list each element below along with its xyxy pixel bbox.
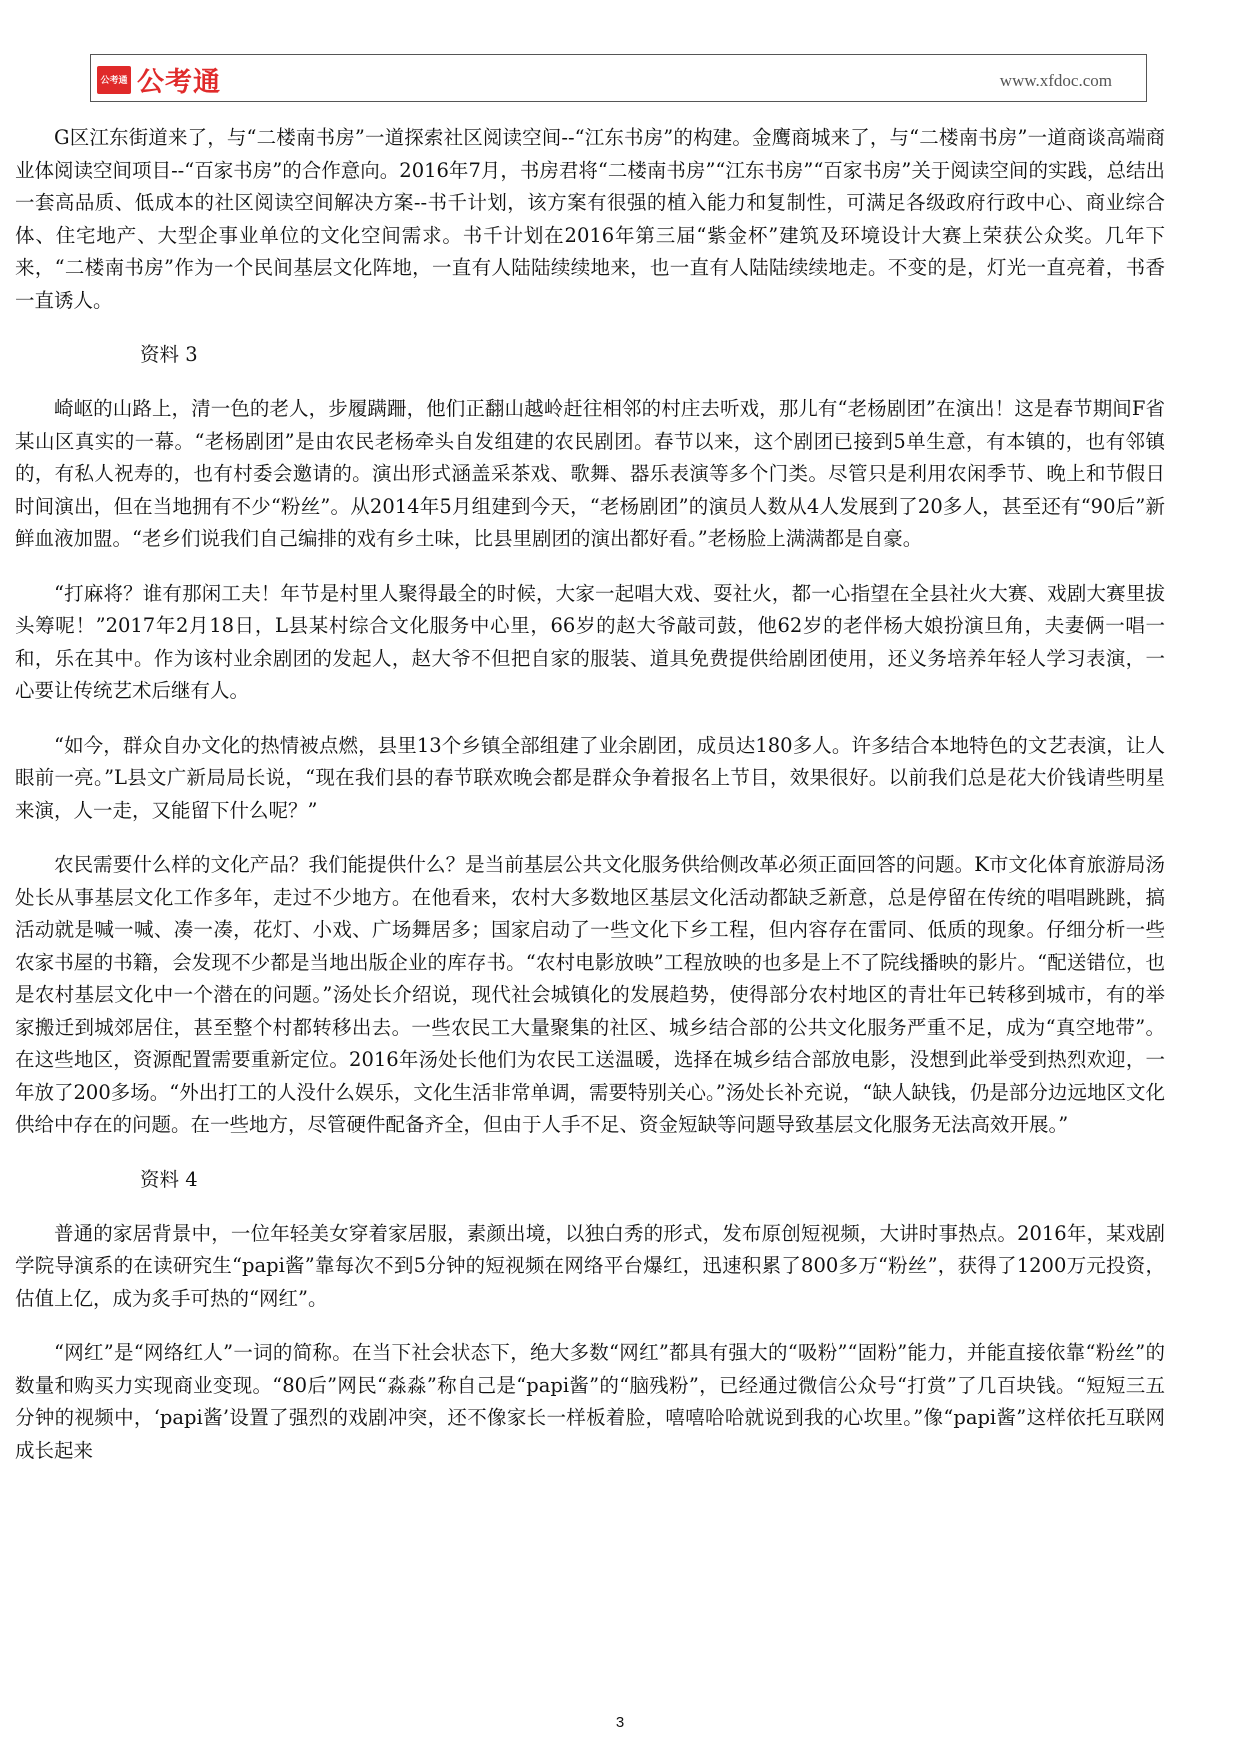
logo-text: 公考通 bbox=[137, 67, 221, 98]
paragraph: “网红”是“网络红人”一词的简称。在当下社会状态下，绝大多数“网红”都具有强大的“吸粉”“固粉”能力，并能直接依靠“粉丝”的数量和购买力实现商业变现。“80后”网民“淼淼”称自己是“papi酱”的“脑残粉”，已经通过微信公众号“打赏”了几百块钱。“短短三五分钟的视频中，‘papi酱’设置了强烈的戏剧冲突，还不像家长一样板着脸，嘻嘻哈哈就说到我的心坎里。”像“papi酱”这样依托互联网成长起来 bbox=[15, 1341, 1165, 1462]
paragraph: 农民需要什么样的文化产品？我们能提供什么？是当前基层公共文化服务供给侧改革必须正面回答的问题。K市文化体育旅游局汤处长从事基层文化工作多年，走过不少地方。在他看来，农村大多数地区基层文化活动都缺乏新意，总是停留在传统的唱唱跳跳，搞活动就是喊一喊、凑一凑，花灯、小戏、广场舞居多；国家启动了一些文化下乡工程，但内容存在雷同、低质的现象。仔细分析一些农家书屋的书籍，会发现不少都是当地出版企业的库存书。“农村电影放映”工程放映的也多是上不了院线播映的影片。“配送错位，也是农村基层文化中一个潜在的问题。”汤处长介绍说，现代社会城镇化的发展趋势，使得部分农村地区的青壮年已转移到城市，有的举家搬迁到城郊居住，甚至整个村都转移出去。一些农民工大量聚集的社区、城乡结合部的公共文化服务严重不足，成为“真空地带”。在这些地区，资源配置需要重新定位。2016年汤处长他们为农民工送温暖，选择在城乡结合部放电影，没想到此举受到热烈欢迎，一年放了200多场。“外出打工的人没什么娱乐，文化生活非常单调，需要特别关心。”汤处长补充说，“缺人缺钱，仍是部分边远地区文化供给中存在的问题。在一些地方，尽管硬件配备齐全，但由于人手不足、资金短缺等问题导致基层文化服务无法高效开展。” bbox=[15, 853, 1165, 1136]
logo-badge-icon: 公考通 bbox=[97, 66, 131, 94]
paragraph: G区江东街道来了，与“二楼南书房”一道探索社区阅读空间--“江东书房”的构建。金鹰商城来了，与“二楼南书房”一道商谈高端商业体阅读空间项目--“百家书房”的合作意向。2016年7月，书房君将“二楼南书房”“江东书房”“百家书房”关于阅读空间的实践，总结出一套高品质、低成本的社区阅读空间解决方案--书千计划，该方案有很强的植入能力和复制性，可满足各级政府行政中心、商业综合体、住宅地产、大型企事业单位的文化空间需求。书千计划在2016年第三届“紫金杯”建筑及环境设计大赛上荣获公众奖。几年下来，“二楼南书房”作为一个民间基层文化阵地，一直有人陆陆续续地来，也一直有人陆陆续续地走。不变的是，灯光一直亮着，书香一直诱人。 bbox=[15, 126, 1165, 312]
paragraph: “如今，群众自办文化的热情被点燃，县里13个乡镇全部组建了业余剧团，成员达180多人。许多结合本地特色的文艺表演，让人眼前一亮。”L县文广新局局长说，“现在我们县的春节联欢晚会都是群众争着报名上节目，效果很好。以前我们总是花大价钱请些明星来演，人一走，又能留下什么呢？” bbox=[15, 733, 1165, 822]
logo bbox=[97, 60, 221, 99]
section-heading: 资料 4 bbox=[140, 1167, 198, 1191]
paragraph: 普通的家居背景中，一位年轻美女穿着家居服，素颜出境，以独白秀的形式，发布原创短视频，大讲时事热点。2016年，某戏剧学院导演系的在读研究生“papi酱”靠每次不到5分钟的短视频在网络平台爆红，迅速积累了800多万“粉丝”，获得了1200万元投资，估值上亿，成为炙手可热的“网红”。 bbox=[15, 1221, 1165, 1310]
page-header bbox=[90, 54, 1147, 102]
site-url: www.xfdoc.com bbox=[999, 71, 1112, 90]
paragraph: “打麻将？谁有那闲工夫！年节是村里人聚得最全的时候，大家一起唱大戏、耍社火，都一心指望在全县社火大赛、戏剧大赛里拔头筹呢！”2017年2月18日，L县某村综合文化服务中心里，66岁的赵大爷敲司鼓，他62岁的老伴杨大娘扮演旦角，夫妻俩一唱一和，乐在其中。作为该村业余剧团的发起人，赵大爷不但把自家的服装、道具免费提供给剧团使用，还义务培养年轻人学习表演，一心要让传统艺术后继有人。 bbox=[15, 581, 1165, 702]
section-heading: 资料 3 bbox=[140, 343, 198, 366]
document-body bbox=[15, 122, 1165, 1489]
paragraph: 崎岖的山路上，清一色的老人，步履蹒跚，他们正翻山越岭赶往相邻的村庄去听戏，那儿有“老杨剧团”在演出！这是春节期间F省某山区真实的一幕。“老杨剧团”是由农民老杨牵头自发组建的农民剧团。春节以来，这个剧团已接到5单生意，有本镇的，也有邻镇的，有私人祝寿的，也有村委会邀请的。演出形式涵盖采茶戏、歌舞、器乐表演等多个门类。尽管只是利用农闲季节、晚上和节假日时间演出，但在当地拥有不少“粉丝”。从2014年5月组建到今天，“老杨剧团”的演员人数从4人发展到了20多人，甚至还有“90后”新鲜血液加盟。“老乡们说我们自己编排的戏有乡土味，比县里剧团的演出都好看。”老杨脸上满满都是自豪。 bbox=[15, 397, 1165, 550]
page-number: 3 bbox=[615, 1714, 625, 1731]
